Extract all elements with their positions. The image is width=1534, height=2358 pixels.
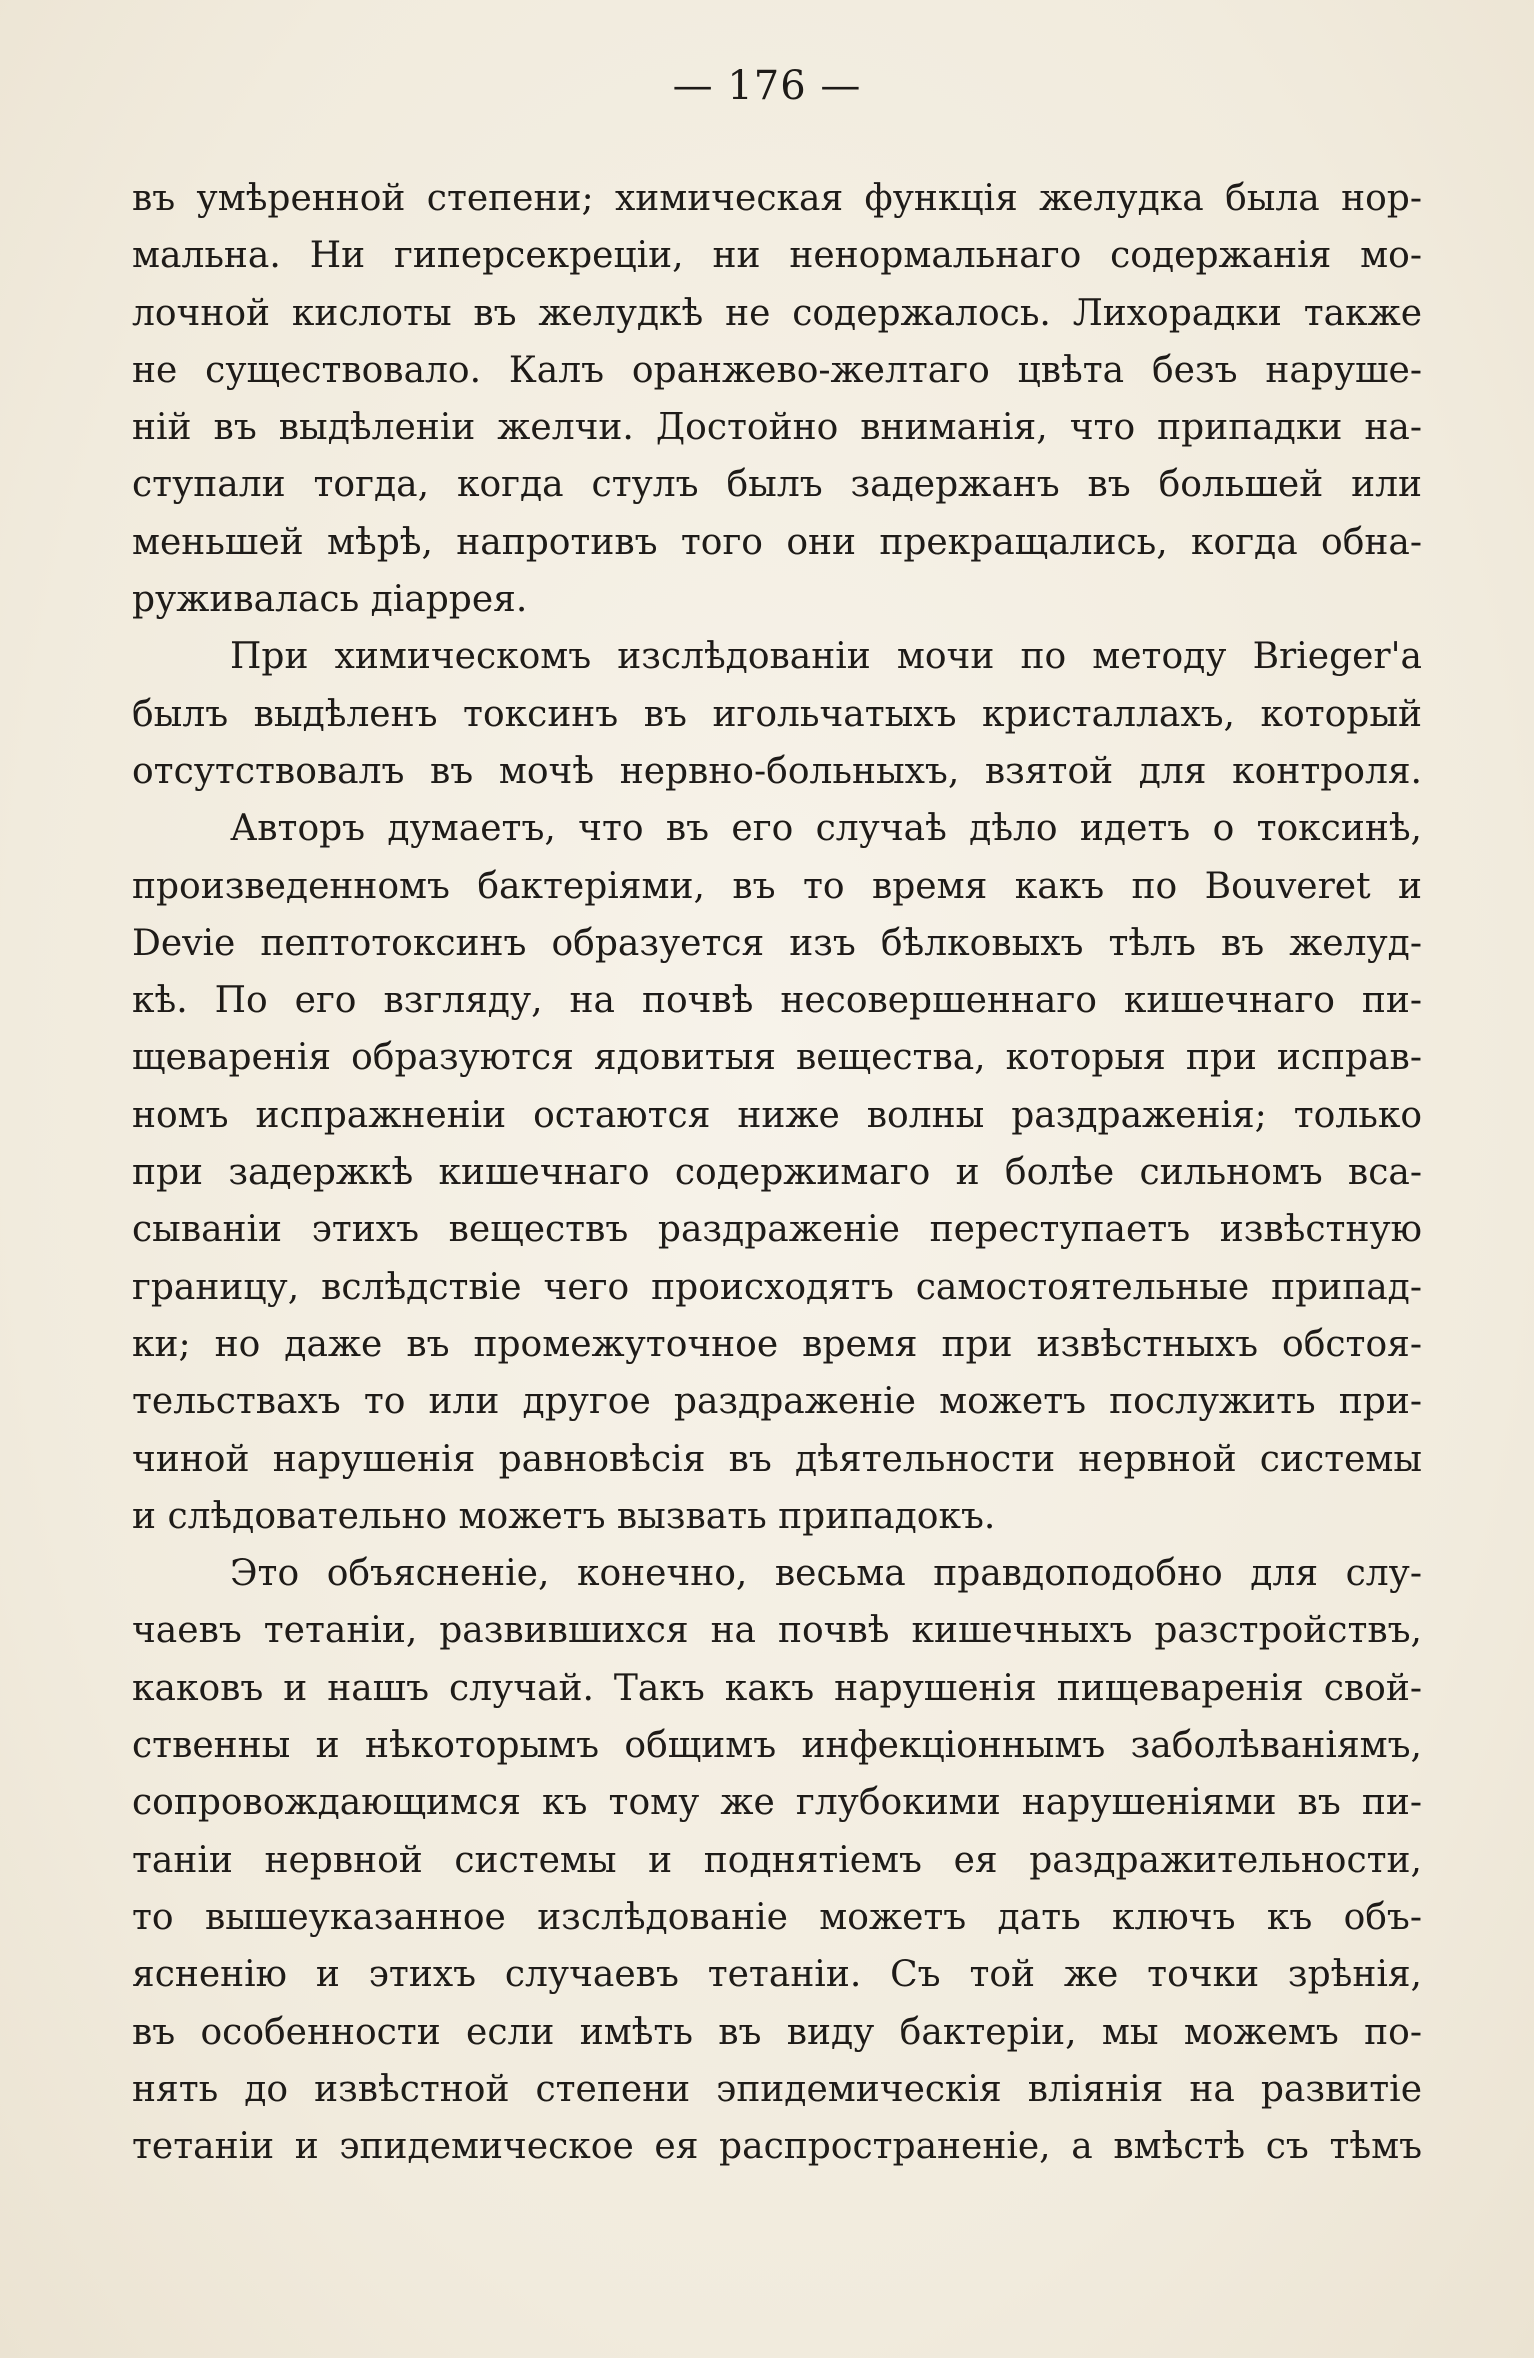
paragraph — [132, 170, 1422, 628]
text-line: сопровождающимся къ тому же глубокими нарушеніями въ пи- — [132, 1782, 1422, 1824]
text-line: былъ выдѣленъ токсинъ въ игольчатыхъ кристаллахъ, который — [132, 693, 1422, 735]
text-line: въ особенности если имѣть въ виду бактеріи, мы можемъ по- — [132, 2011, 1422, 2053]
body-text — [132, 170, 1422, 2175]
text-line: отсутствовалъ въ мочѣ нервно-больныхъ, взятой для контроля. — [132, 750, 1422, 792]
text-line: ній въ выдѣленіи желчи. Достойно вниманія, что припадки на- — [132, 407, 1422, 449]
text-line: въ умѣренной степени; химическая функція желудка была нор- — [132, 178, 1422, 219]
text-line: ки; но даже въ промежуточное время при извѣстныхъ обстоя- — [132, 1323, 1422, 1365]
text-line: ясненію и этихъ случаевъ тетаніи. Съ той же точки зрѣнія, — [132, 1954, 1422, 1996]
text-line: Devie пептотоксинъ образуется изъ бѣлковыхъ тѣлъ въ желуд- — [132, 922, 1422, 964]
text-line: границу, вслѣдствіе чего происходятъ самостоятельные припад- — [132, 1266, 1422, 1308]
text-line: ступали тогда, когда стулъ былъ задержанъ въ большей или — [132, 464, 1422, 506]
text-line: При химическомъ изслѣдованіи мочи по методу Brieger'а — [230, 636, 1422, 678]
text-line: при задержкѣ кишечнаго содержимаго и болѣе сильномъ вса- — [132, 1152, 1422, 1194]
text-line: сываніи этихъ веществъ раздраженіе переступаетъ извѣстную — [132, 1209, 1422, 1251]
page-number: — 176 — — [672, 63, 862, 109]
text-line: чаевъ тетаніи, развившихся на почвѣ кишечныхъ разстройствъ, — [132, 1610, 1422, 1652]
text-line: каковъ и нашъ случай. Такъ какъ нарушенія пищеваренія свой- — [132, 1667, 1422, 1709]
text-line: Авторъ думаетъ, что въ его случаѣ дѣло идетъ о токсинѣ, — [230, 808, 1422, 850]
text-line: меньшей мѣрѣ, напротивъ того они прекращались, когда обна- — [132, 521, 1422, 563]
text-line: чиной нарушенія равновѣсія въ дѣятельности нервной системы — [132, 1438, 1422, 1480]
text-line: и слѣдовательно можетъ вызвать припадокъ. — [132, 1495, 996, 1537]
text-line: тетаніи и эпидемическое ея распространеніе, а вмѣстѣ съ тѣмъ — [132, 2126, 1422, 2168]
text-line: Это объясненіе, конечно, весьма правдоподобно для слу- — [230, 1553, 1422, 1595]
text-line: мальна. Ни гиперсекреціи, ни ненормальнаго содержанія мо- — [132, 235, 1422, 277]
text-line: щеваренія образуются ядовитыя вещества, которыя при исправ- — [132, 1037, 1422, 1079]
text-line: то вышеуказанное изслѣдованіе можетъ дать ключъ къ объ- — [132, 1896, 1422, 1938]
text-line: ственны и нѣкоторымъ общимъ инфекціоннымъ заболѣваніямъ, — [132, 1725, 1422, 1767]
text-line: нять до извѣстной степени эпидемическія вліянія на развитіе — [132, 2068, 1422, 2110]
text-line: произведенномъ бактеріями, въ то время какъ по Bouveret и — [132, 865, 1422, 907]
text-line: не существовало. Калъ оранжево-желтаго цвѣта безъ наруше- — [132, 349, 1422, 391]
paragraph — [132, 1545, 1422, 2175]
paragraph — [132, 800, 1422, 1545]
text-line: кѣ. По его взгляду, на почвѣ несовершеннаго кишечнаго пи- — [132, 980, 1422, 1022]
text-line: номъ испражненіи остаются ниже волны раздраженія; только — [132, 1094, 1422, 1136]
text-line: таніи нервной системы и поднятіемъ ея раздражительности, — [132, 1839, 1422, 1881]
text-line: тельствахъ то или другое раздраженіе можетъ послужить при- — [132, 1381, 1422, 1423]
paragraph — [132, 628, 1422, 800]
text-line: руживалась діаррея. — [132, 579, 528, 621]
text-line: лочной кислоты въ желудкѣ не содержалось. Лихорадки также — [132, 292, 1422, 334]
